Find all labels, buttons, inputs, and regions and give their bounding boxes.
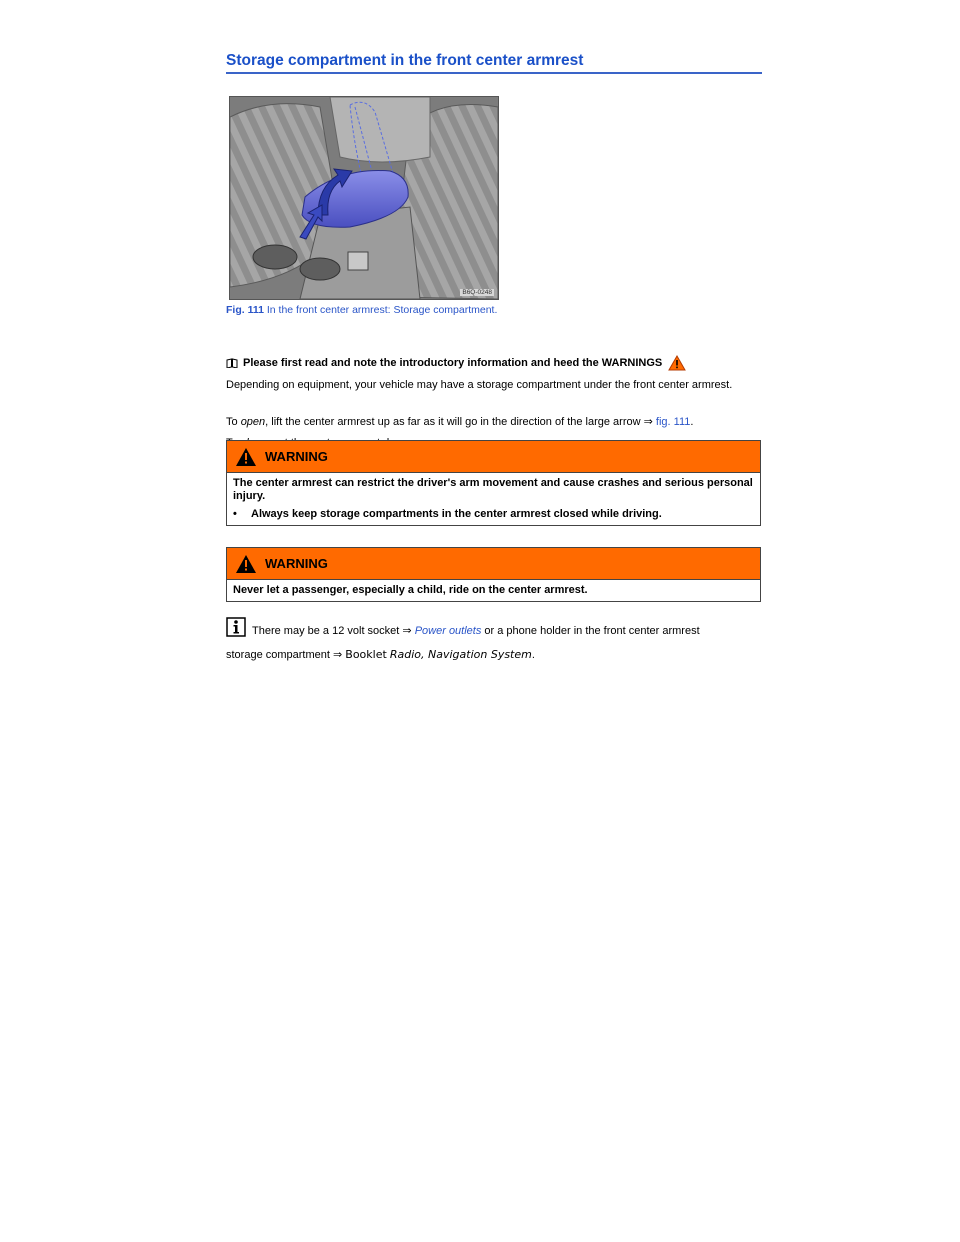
info-icon (226, 617, 246, 637)
para-open-mid: , lift the center armrest up as far as it will go in the direction of the large arrow (265, 416, 644, 428)
warning-box-armrest (226, 440, 761, 526)
figure-caption (226, 304, 497, 316)
warning-box-passenger (226, 547, 761, 602)
section-title: Storage compartment in the front center armrest (226, 52, 762, 74)
booklet-title: Radio, Navigation System (389, 648, 532, 661)
arrow-glyph: ⇒ (333, 649, 343, 661)
warning-header (227, 441, 760, 473)
warning-header (227, 548, 760, 580)
info-note-line2 (226, 648, 535, 661)
arrow-glyph: ⇒ (643, 416, 653, 428)
armrest-illustration (230, 97, 498, 299)
warning-text: Never let a passenger, especially a child, ride on the center armrest. (233, 584, 588, 596)
figure-code: B6Q-0248 (462, 289, 492, 296)
warning-body (227, 580, 760, 601)
warning-label: WARNING (265, 556, 328, 571)
intro-line (226, 355, 686, 371)
figure-label: Fig. 111 (226, 304, 264, 316)
warning-text: The center armrest can restrict the driver's arm movement and cause crashes and serious personal injury. (233, 477, 753, 502)
power-outlets-link[interactable]: Power outlets (414, 625, 482, 637)
booklet-label: Booklet (345, 648, 387, 661)
note-line2-pre: storage compartment (226, 649, 333, 661)
fig-link[interactable]: fig. 111 (655, 416, 691, 428)
armrest-figure (229, 96, 499, 300)
para-open-pre: To (226, 416, 241, 428)
warning-bullet-text: Always keep storage compartments in the center armrest closed while driving. (251, 508, 662, 520)
intro-text: Please first read and note the introductory information and heed the WARNINGS (243, 357, 663, 369)
bullet-dot: • (233, 508, 237, 520)
warning-triangle-icon (235, 447, 257, 467)
warning-label: WARNING (265, 449, 328, 464)
note-line2-post: . (531, 649, 535, 661)
paragraph-open (226, 416, 746, 429)
note-pre: There may be a 12 volt socket (252, 625, 403, 637)
note-mid: or a phone holder in the front center armrest (481, 625, 700, 637)
warning-triangle-icon (668, 355, 686, 371)
paragraph-equipment: Depending on equipment, your vehicle may have a storage compartment under the front center armrest. (226, 379, 733, 391)
info-note (226, 617, 756, 638)
arrow-glyph: ⇒ (402, 625, 412, 637)
warning-body (227, 473, 760, 525)
book-icon (226, 358, 238, 368)
para-open-em: open (240, 416, 266, 428)
para-open-post: . (690, 416, 694, 428)
figure-caption-text: In the front center armrest: Storage compartment. (263, 304, 498, 316)
warning-bullet (233, 508, 754, 521)
warning-triangle-icon (235, 554, 257, 574)
